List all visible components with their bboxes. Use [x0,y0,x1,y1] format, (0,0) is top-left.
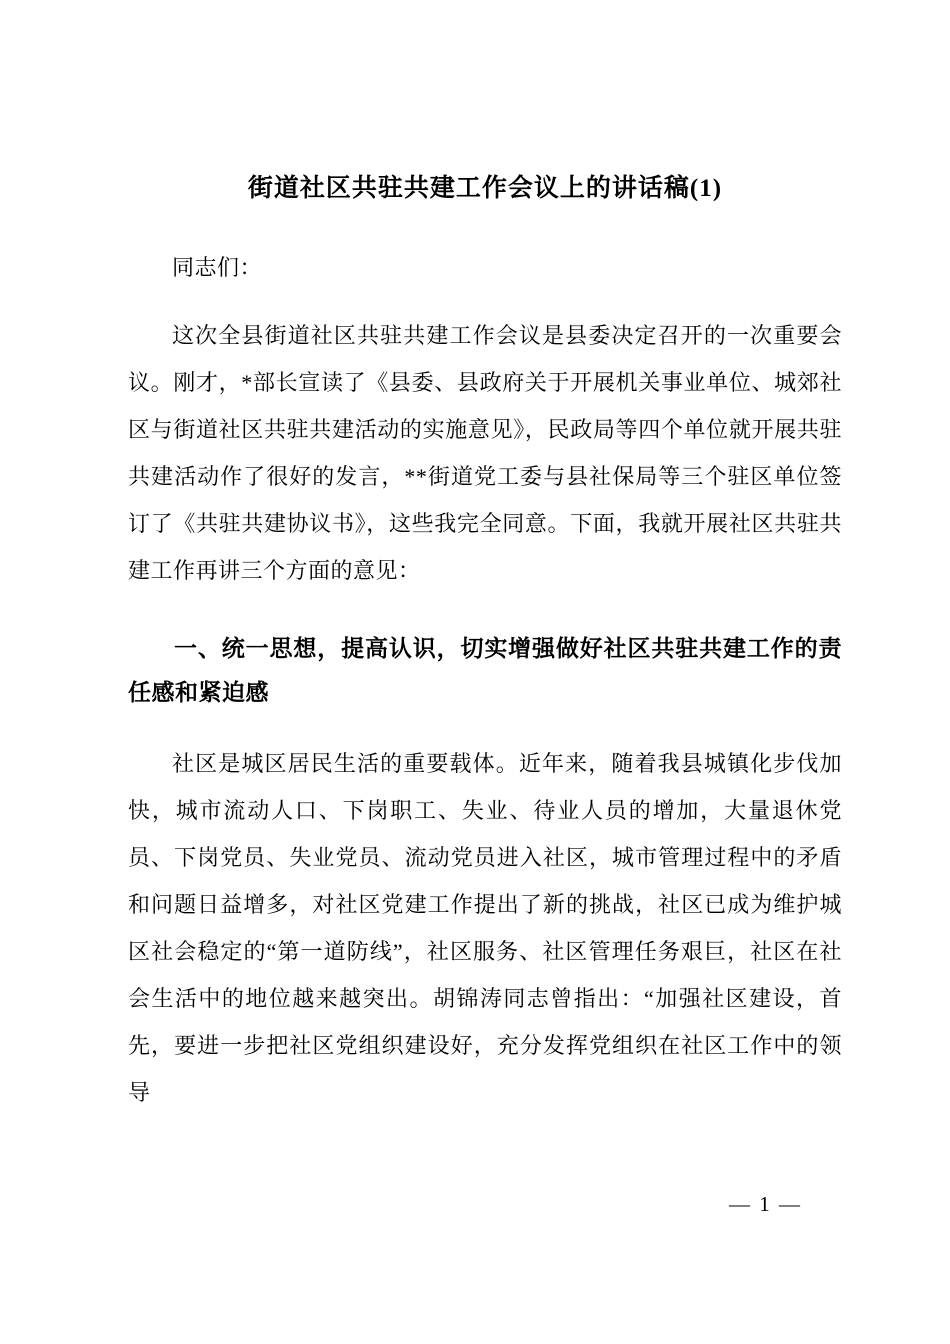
greeting-paragraph: 同志们： [172,255,263,280]
intro-paragraph: 这次全县街道社区共驻共建工作会议是县委决定召开的一次重要会议。刚才，*部长宣读了《县委、县政府关于开展机关事业单位、城郊社区与街道社区共驻共建活动的实施意见》，民政局等四个单位就开展共驻共建活动作了很好的发言，**街道党工委与县社保局等三个驻区单位签订了《共驻共建协议书》，这些我完全同意。下面，我就开展社区共驻共建工作再讲三个方面的意见： [128,323,842,583]
body-paragraph: 社区是城区居民生活的重要载体。近年来，随着我县城镇化步伐加快，城市流动人口、下岗职工、失业、待业人员的增加，大量退休党员、下岗党员、失业党员、流动党员进入社区，城市管理过程中的矛盾和问题日益增多，对社区党建工作提出了新的挑战，社区已成为维护城区社会稳定的“第一道防线”，社区服务、社区管理任务艰巨，社区在社会生活中的地位越来越突出。胡锦涛同志曾指出：“加强社区建设，首先，要进一步把社区党组织建设好，充分发挥党组织在社区工作中的领导 [128,751,842,1105]
section-heading-1: 一、统一思想，提高认识，切实增强做好社区共驻共建工作的责任感和紧迫感 [128,635,842,705]
document-title: 街道社区共驻共建工作会议上的讲话稿(1) [247,175,723,202]
page-number: — 1 — [729,1192,802,1216]
